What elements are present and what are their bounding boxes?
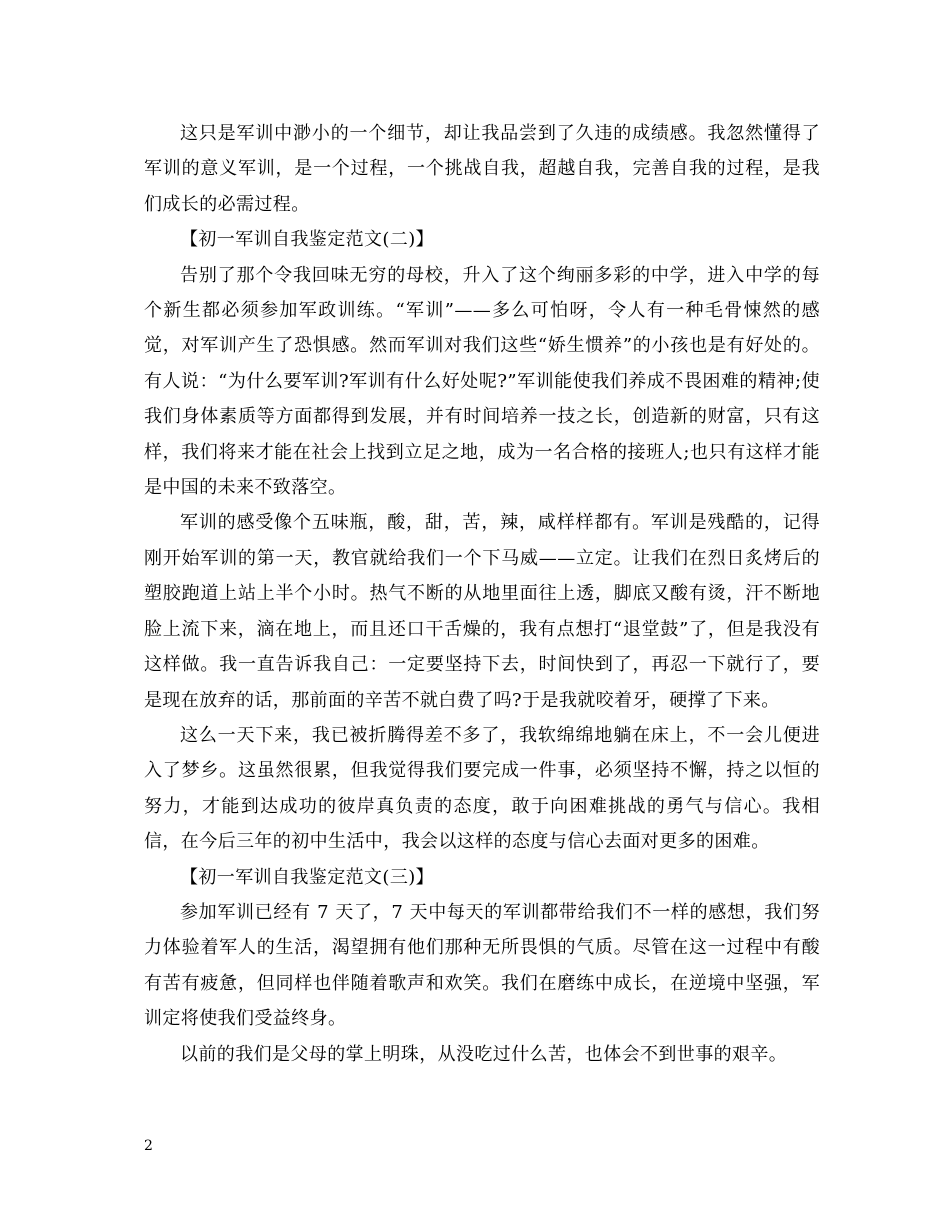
section-heading: 【初一军训自我鉴定范文(三)】 — [180, 866, 435, 888]
document-body — [144, 116, 820, 1072]
paragraph: 这么一天下来，我已被折腾得差不多了，我软绵绵地躺在床上，不一会儿便进入了梦乡。这虽然很累，但我觉得我们要完成一件事，必须坚持不懈，持之以恒的努力，才能到达成功的彼岸真负责的态度，敢于向困难挑战的勇气与信心。我相信，在今后三年的初中生活中，我会以这样的态度与信心去面对更多的困难。 — [144, 724, 820, 853]
paragraph: 以前的我们是父母的掌上明珠，从没吃过什么苦，也体会不到世事的艰辛。 — [180, 1043, 788, 1065]
page-number: 2 — [144, 1138, 153, 1154]
paragraph: 军训的感受像个五味瓶，酸，甜，苦，辣，咸样样都有。军训是残酷的，记得刚开始军训的第一天，教官就给我们一个下马威——立定。让我们在烈日炙烤后的塑胶跑道上站上半个小时。热气不断的从地里面往上透，脚底又酸有烫，汗不断地脸上流下来，滴在地上，而且还口干舌燥的，我有点想打“退堂鼓”了，但是我没有这样做。我一直告诉我自己：一定要坚持下去，时间快到了，再忍一下就行了，要是现在放弃的话，那前面的辛苦不就白费了吗?于是我就咬着牙，硬撑了下来。 — [144, 512, 820, 711]
paragraph: 告别了那个令我回味无穷的母校，升入了这个绚丽多彩的中学，进入中学的每个新生都必须参加军政训练。“军训”——多么可怕呀，令人有一种毛骨悚然的感觉，对军训产生了恐惧感。然而军训对我们这些“娇生惯养”的小孩也是有好处的。有人说：“为什么要军训?军训有什么好处呢?”军训能使我们养成不畏困难的精神;使我们身体素质等方面都得到发展，并有时间培养一技之长，创造新的财富，只有这样，我们将来才能在社会上找到立足之地，成为一名合格的接班人;也只有这样才能是中国的未来不致落空。 — [144, 264, 820, 499]
paragraph: 这只是军训中渺小的一个细节，却让我品尝到了久违的成绩感。我忽然懂得了军训的意义军训，是一个过程，一个挑战自我，超越自我，完善自我的过程，是我们成长的必需过程。 — [144, 123, 820, 215]
section-heading: 【初一军训自我鉴定范文(二)】 — [180, 229, 435, 251]
paragraph: 参加军训已经有 7 天了，7 天中每天的军训都带给我们不一样的感想，我们努力体验着军人的生活，渴望拥有他们那种无所畏惧的气质。尽管在这一过程中有酸有苦有疲惫，但同样也伴随着歌声和欢笑。我们在磨练中成长，在逆境中坚强，军训定将使我们受益终身。 — [144, 901, 820, 1030]
